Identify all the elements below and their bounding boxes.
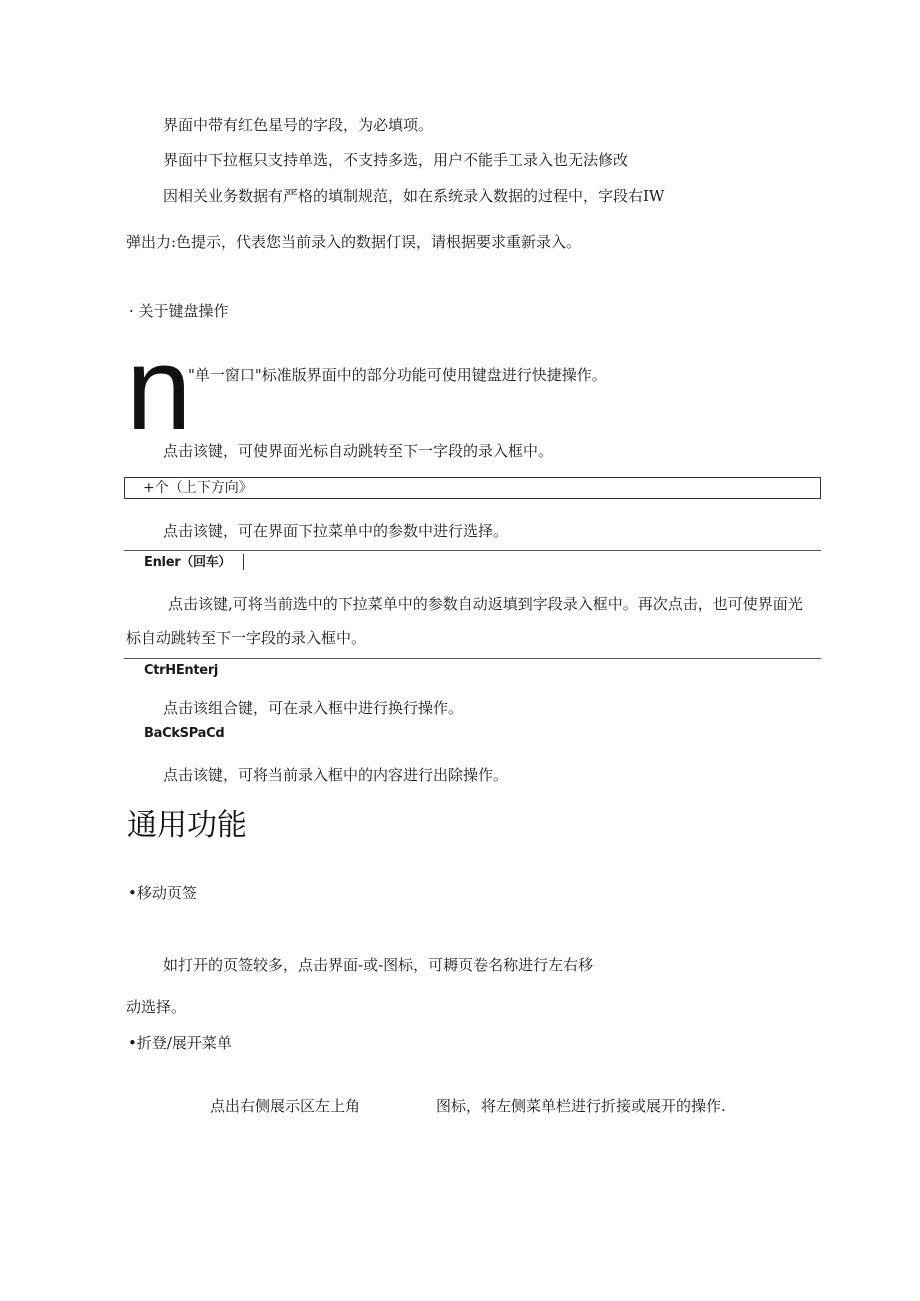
dropdown-note: 界面中下拉框只支持单选，不支持多选，用户不能手工录入也无法修改 [163, 151, 629, 169]
backspace-desc: 点击该键，可将当前录入框中的内容进行出除操作。 [163, 766, 509, 784]
enter-key-desc-line1: 点击该键,可将当前选中的下拉菜单中的参数自动返填到字段录入框中。再次点击，也可使界面光 [168, 595, 803, 613]
arrow-key-desc: 点击该键，可在界面下拉菜单中的参数中进行选择。 [163, 522, 509, 540]
rules-note-line2: 弹出力:色提示，代表您当前录入的数据仃误，请根据要求重新录入。 [126, 233, 582, 251]
backspace-label: BaCkSPaCd [144, 726, 225, 741]
collapse-desc-part1: 点出右侧展示区左上角 [210, 1097, 361, 1115]
keyboard-intro: "单一窗口"标准版界面中的部分功能可使用键盘进行快捷操作。 [188, 366, 607, 384]
keyboard-section-title: · 关于键盘操作 [129, 302, 229, 320]
divider-bar [243, 554, 244, 570]
collapse-desc-part2: 图标，将左侧菜单栏进行折接或展开的操作. [436, 1097, 726, 1115]
tab-key-desc: 点击该键，可使界面光标自动跳转至下一字段的录入框中。 [163, 442, 554, 460]
ctrl-enter-desc: 点击该组合键，可在录入框中进行换行操作。 [163, 699, 464, 717]
enter-key-label: Enler（回车） [144, 555, 232, 570]
required-fields-note: 界面中带有红色星号的字段，为必填项。 [163, 116, 434, 134]
divider-line [124, 658, 821, 659]
arrow-key-label: +个（上下方向》 [143, 480, 253, 496]
move-tabs-desc-line1: 如打开的页签较多，点击界面-或-图标，可耨页卷名称进行左右移 [163, 956, 594, 974]
ctrl-enter-label: CtrHEnterj [144, 663, 219, 678]
collapse-menu-title: •折登/展开菜单 [128, 1034, 232, 1052]
enter-key-desc-line2: 标自动跳转至下一字段的录入框中。 [126, 629, 367, 647]
rules-note-line1: 因相关业务数据有严格的填制规范，如在系统录入数据的过程中，字段右IW [163, 187, 665, 205]
general-functions-heading: 通用功能 [127, 808, 247, 843]
dropcap-letter: n [126, 323, 192, 455]
move-tabs-title: •移动页签 [128, 884, 197, 902]
divider-line [124, 550, 821, 551]
arrow-key-box [124, 477, 821, 499]
move-tabs-desc-line2: 动选择。 [126, 998, 187, 1016]
